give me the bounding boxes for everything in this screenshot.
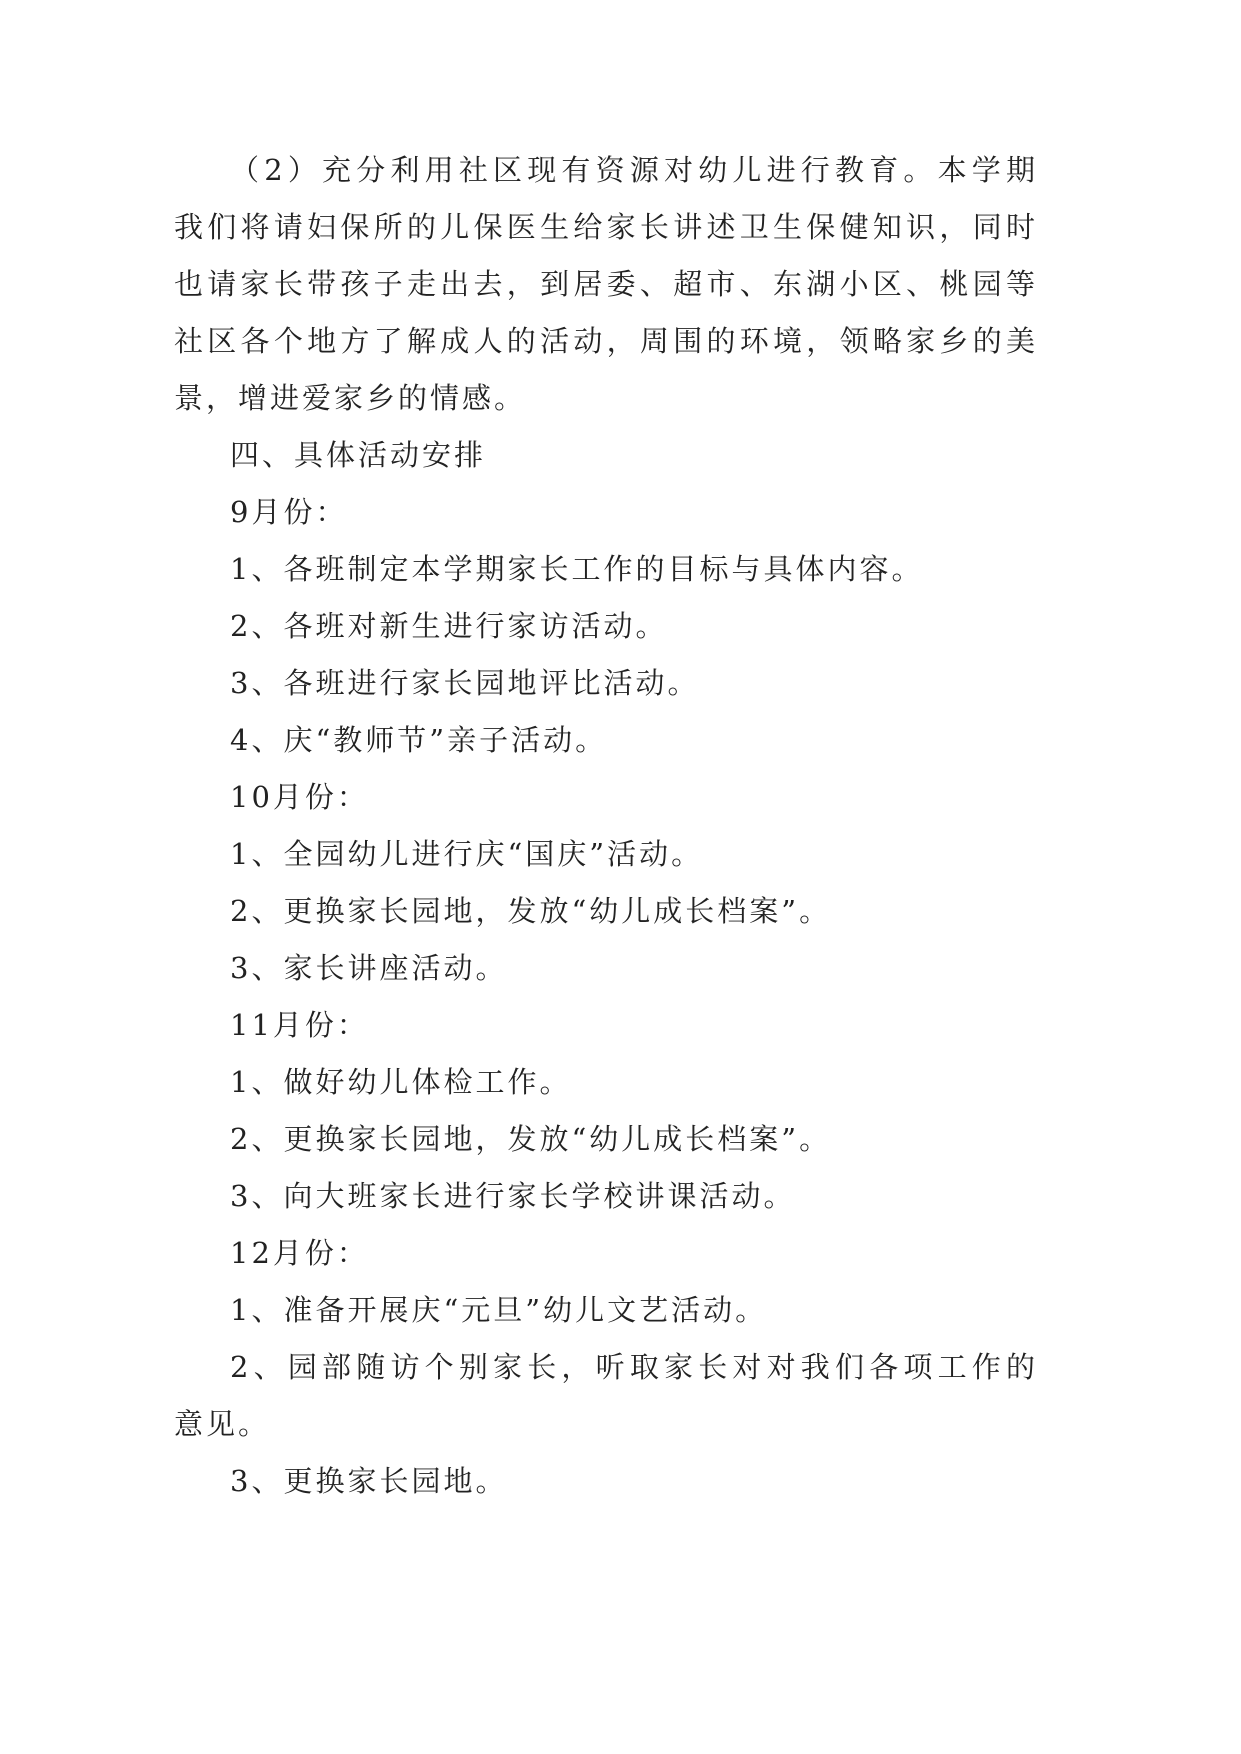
list-item: 2、更换家长园地，发放“幼儿成长档案”。 [230, 894, 832, 928]
paragraph-line: 景，增进爱家乡的情感。 [174, 381, 527, 415]
paragraph-line: 也请家长带孩子走出去，到居委、超市、东湖小区、桃园等 [174, 267, 1038, 301]
list-item: 1、各班制定本学期家长工作的目标与具体内容。 [230, 552, 924, 586]
paragraph-line: 社区各个地方了解成人的活动，周围的环境，领略家乡的美 [174, 324, 1038, 358]
list-item: 3、向大班家长进行家长学校讲课活动。 [230, 1179, 796, 1213]
list-item: 3、家长讲座活动。 [230, 951, 508, 985]
month-heading: 11月份： [230, 1008, 369, 1042]
list-item: 1、准备开展庆“元旦”幼儿文艺活动。 [230, 1293, 768, 1327]
list-item: 3、各班进行家长园地评比活动。 [230, 666, 700, 700]
month-heading: 9月份： [230, 495, 348, 529]
section-heading: 四、具体活动安排 [230, 438, 487, 472]
list-item-continuation: 意见。 [174, 1407, 271, 1441]
list-item: 2、更换家长园地，发放“幼儿成长档案”。 [230, 1122, 832, 1156]
list-item: 1、做好幼儿体检工作。 [230, 1065, 572, 1099]
month-heading: 10月份： [230, 780, 369, 814]
month-heading: 12月份： [230, 1236, 369, 1270]
list-item: 2、各班对新生进行家访活动。 [230, 609, 668, 643]
list-item: 3、更换家长园地。 [230, 1464, 508, 1498]
list-item: 1、全园幼儿进行庆“国庆”活动。 [230, 837, 704, 871]
list-item: 2、园部随访个别家长，听取家长对对我们各项工作的 [230, 1350, 1038, 1384]
list-item: 4、庆“教师节”亲子活动。 [230, 723, 608, 757]
paragraph-line: 我们将请妇保所的儿保医生给家长讲述卫生保健知识，同时 [174, 210, 1038, 244]
paragraph-line: （2）充分利用社区现有资源对幼儿进行教育。本学期 [230, 153, 1038, 187]
